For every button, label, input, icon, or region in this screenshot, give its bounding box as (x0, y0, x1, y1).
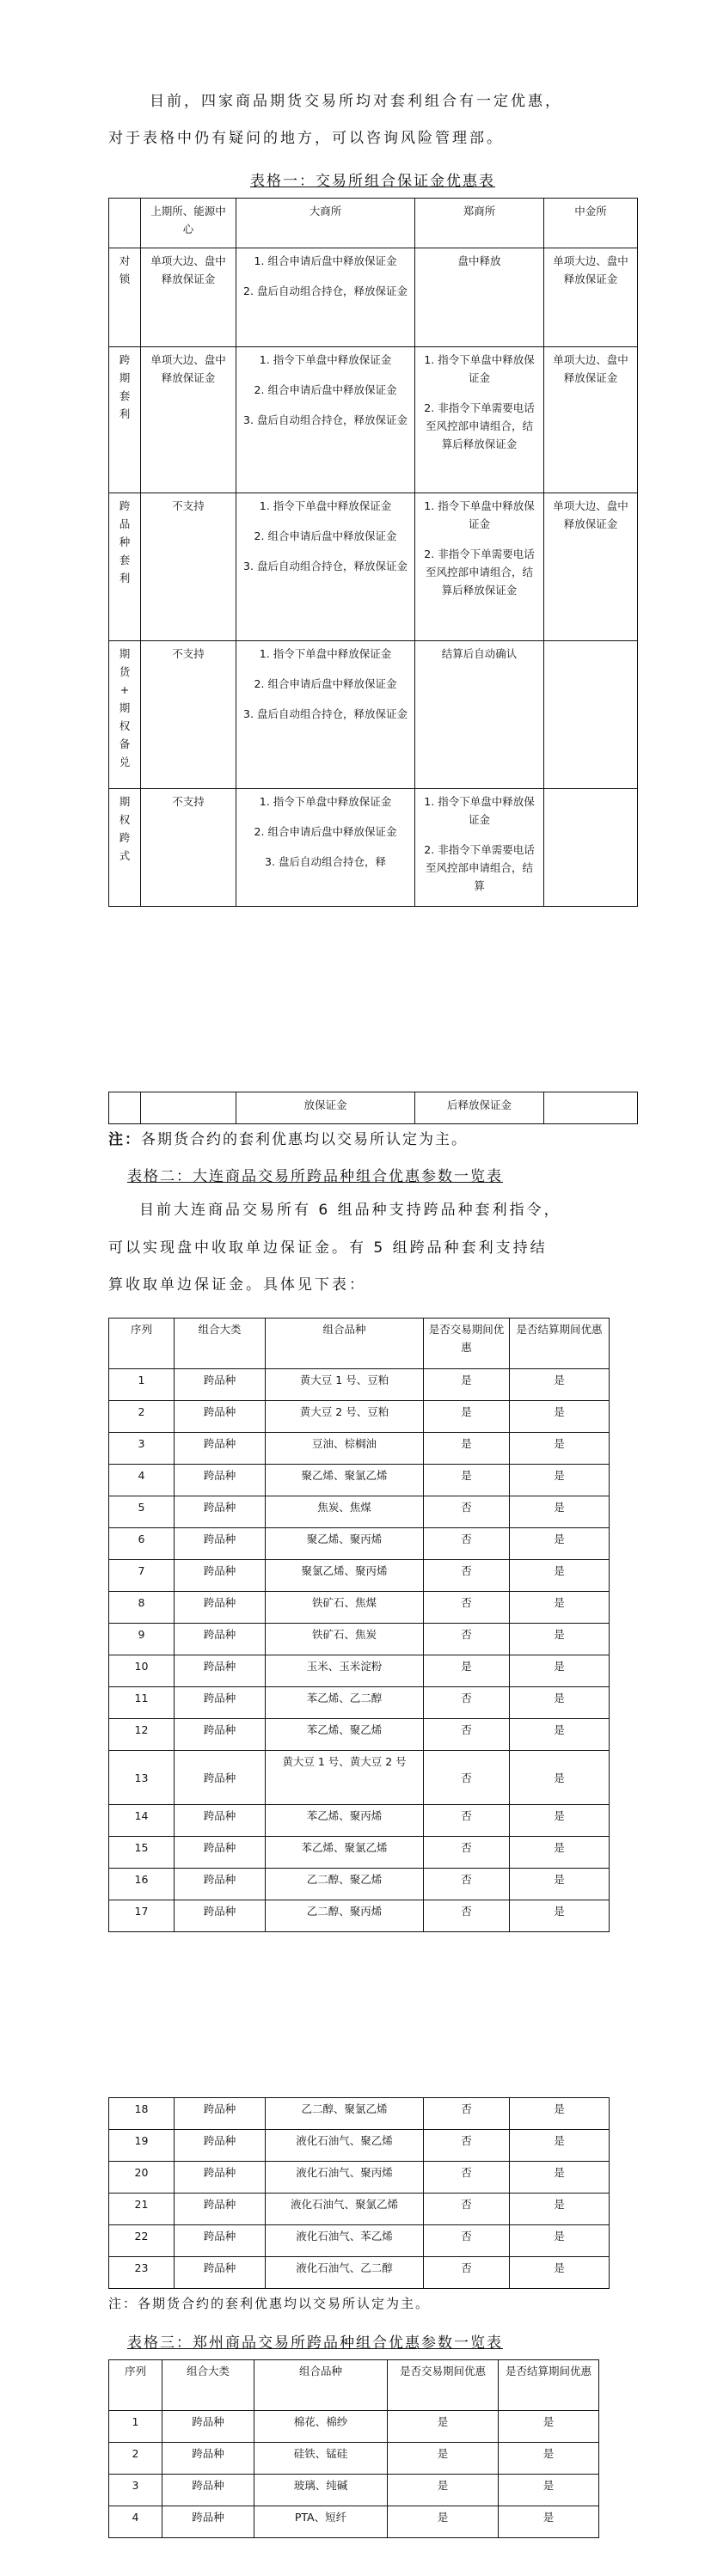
cell-cffex (544, 641, 638, 789)
cell-shfe: 不支持 (141, 641, 236, 789)
table-row: 20 跨品种 液化石油气、聚丙烯 否 是 (109, 2162, 610, 2194)
table-row: 3 跨品种 玻璃、纯碱 是 是 (109, 2475, 599, 2506)
cell-czce: 结算后自动确认 (415, 641, 544, 789)
table-row: 11 跨品种 苯乙烯、乙二醇 否 是 (109, 1687, 610, 1719)
dce-cross-commodity-table-continued (108, 2097, 610, 2289)
cell-czce: 1. 指令下单盘中释放保证金 2. 非指令下单需要电话至风控部申请组合，结算后释放保证金 (415, 347, 544, 493)
table1-row-covered (109, 641, 638, 789)
header-trading-discount: 是否交易期间优惠 (424, 1319, 510, 1369)
table-row: 1 跨品种 棉花、棉纱 是 是 (109, 2411, 599, 2443)
header-category: 组合大类 (162, 2360, 254, 2411)
table-row: 2 跨品种 黄大豆 2 号、豆粕 是 是 (109, 1401, 610, 1433)
table-row: 16 跨品种 乙二醇、聚乙烯 否 是 (109, 1869, 610, 1900)
cell-czce: 1. 指令下单盘中释放保证金 2. 非指令下单需要电话至风控部申请组合，结算 (415, 789, 544, 907)
cell-shfe: 不支持 (141, 789, 236, 907)
table-row: 7 跨品种 聚氯乙烯、聚丙烯 否 是 (109, 1560, 610, 1592)
table1-note (108, 1127, 468, 1148)
cell-cffex (544, 789, 638, 907)
table3-header-row (109, 2360, 599, 2411)
table-row: 22 跨品种 液化石油气、苯乙烯 否 是 (109, 2225, 610, 2257)
cell-dce: 1. 指令下单盘中释放保证金 2. 组合申请后盘中释放保证金 3. 盘后自动组合持仓，释放保证金 (236, 641, 415, 789)
row-label: 期 货 + 期 权 备 兑 (109, 641, 141, 789)
table-row: 17 跨品种 乙二醇、聚丙烯 否 是 (109, 1900, 610, 1932)
table-row: 6 跨品种 聚乙烯、聚丙烯 否 是 (109, 1528, 610, 1560)
table-row: 12 跨品种 苯乙烯、聚乙烯 否 是 (109, 1719, 610, 1751)
table2-note: 注：各期货合约的套利优惠均以交易所认定为主。 (108, 2296, 431, 2311)
cell-shfe: 不支持 (141, 493, 236, 641)
cell-dce: 1. 组合申请后盘中释放保证金 2. 盘后自动组合持仓，释放保证金 (236, 248, 415, 347)
row-label: 对 锁 (109, 248, 141, 347)
table-row: 23 跨品种 液化石油气、乙二醇 否 是 (109, 2257, 610, 2289)
header-dce: 大商所 (236, 199, 415, 248)
table3-title: 表格三：郑州商品交易所跨品种组合优惠参数一览表 (127, 2334, 503, 2352)
cell-czce: 盘中释放 (415, 248, 544, 347)
cell-czce: 后释放保证金 (415, 1092, 544, 1124)
table2-title: 表格二：大连商品交易所跨品种组合优惠参数一览表 (127, 1168, 503, 1185)
table1-row-calendar-spread (109, 347, 638, 493)
table-row: 4 跨品种 PTA、短纤 是 是 (109, 2506, 599, 2538)
table2-header-row (109, 1319, 610, 1369)
cell-shfe: 单项大边、盘中释放保证金 (141, 347, 236, 493)
cell-cffex: 单项大边、盘中释放保证金 (544, 248, 638, 347)
table2-para-line-3: 算收取单边保证金。具体见下表： (108, 1276, 366, 1294)
header-corner (109, 199, 141, 248)
header-seq: 序列 (109, 2360, 162, 2411)
table-row: 18 跨品种 乙二醇、聚氯乙烯 否 是 (109, 2098, 610, 2130)
cell-empty (141, 1092, 236, 1124)
cell-dce: 1. 指令下单盘中释放保证金 2. 组合申请后盘中释放保证金 3. 盘后自动组合持仓，释放保证金 (236, 347, 415, 493)
table-row: 21 跨品种 液化石油气、聚氯乙烯 否 是 (109, 2194, 610, 2225)
table1-continuation-row (109, 1092, 638, 1124)
cell-empty (544, 1092, 638, 1124)
cell-cffex: 单项大边、盘中释放保证金 (544, 347, 638, 493)
cell-dce: 放保证金 (236, 1092, 415, 1124)
table1-row-straddle (109, 789, 638, 907)
table-row: 9 跨品种 铁矿石、焦炭 否 是 (109, 1624, 610, 1655)
header-seq: 序列 (109, 1319, 175, 1369)
header-cffex: 中金所 (544, 199, 638, 248)
header-shfe: 上期所、能源中心 (141, 199, 236, 248)
row-label: 跨 品 种 套 利 (109, 493, 141, 641)
table-row: 1 跨品种 黄大豆 1 号、豆粕 是 是 (109, 1369, 610, 1401)
header-trading-discount: 是否交易期间优惠 (388, 2360, 499, 2411)
table2-para-line-1: 目前大连商品交易所有 6 组品种支持跨品种套利指令， (139, 1202, 561, 1219)
cell-empty (109, 1092, 141, 1124)
table-row: 2 跨品种 硅铁、锰硅 是 是 (109, 2443, 599, 2475)
margin-discount-table (108, 198, 638, 907)
row-label: 跨 期 套 利 (109, 347, 141, 493)
intro-line-2: 对于表格中仍有疑问的地方，可以咨询风险管理部。 (108, 130, 504, 147)
note-label: 注： (108, 1131, 141, 1148)
table1-header-row (109, 199, 638, 248)
cell-czce: 1. 指令下单盘中释放保证金 2. 非指令下单需要电话至风控部申请组合，结算后释放保证金 (415, 493, 544, 641)
header-settlement-discount: 是否结算期间优惠 (510, 1319, 610, 1369)
header-varieties: 组合品种 (266, 1319, 424, 1369)
row-label: 期 权 跨 式 (109, 789, 141, 907)
header-category: 组合大类 (175, 1319, 266, 1369)
table1-title: 表格一：交易所组合保证金优惠表 (250, 173, 495, 190)
note-text: 各期货合约的套利优惠均以交易所认定为主。 (141, 1131, 468, 1148)
header-czce: 郑商所 (415, 199, 544, 248)
table-row: 8 跨品种 铁矿石、焦煤 否 是 (109, 1592, 610, 1624)
cell-shfe: 单项大边、盘中释放保证金 (141, 248, 236, 347)
table-row: 3 跨品种 豆油、棕榈油 是 是 (109, 1433, 610, 1465)
czce-cross-commodity-table (108, 2359, 599, 2538)
table1-row-cross-commodity (109, 493, 638, 641)
table-row: 15 跨品种 苯乙烯、聚氯乙烯 否 是 (109, 1837, 610, 1869)
dce-cross-commodity-table (108, 1318, 610, 1932)
table-row: 14 跨品种 苯乙烯、聚丙烯 否 是 (109, 1805, 610, 1837)
table-row: 19 跨品种 液化石油气、聚乙烯 否 是 (109, 2130, 610, 2162)
cell-dce: 1. 指令下单盘中释放保证金 2. 组合申请后盘中释放保证金 3. 盘后自动组合持仓，释 (236, 789, 415, 907)
table1-row-lock (109, 248, 638, 347)
table-row: 5 跨品种 焦炭、焦煤 否 是 (109, 1496, 610, 1528)
header-varieties: 组合品种 (254, 2360, 388, 2411)
cell-dce: 1. 指令下单盘中释放保证金 2. 组合申请后盘中释放保证金 3. 盘后自动组合持仓，释放保证金 (236, 493, 415, 641)
table-row: 10 跨品种 玉米、玉米淀粉 是 是 (109, 1655, 610, 1687)
cell-cffex: 单项大边、盘中释放保证金 (544, 493, 638, 641)
table-row: 13 跨品种 黄大豆 1 号、黄大豆 2 号 否 是 (109, 1751, 610, 1805)
table-row: 4 跨品种 聚乙烯、聚氯乙烯 是 是 (109, 1465, 610, 1496)
table2-para-line-2: 可以实现盘中收取单边保证金。有 5 组跨品种套利支持结 (108, 1239, 548, 1257)
intro-line-1: 目前，四家商品期货交易所均对套利组合有一定优惠， (150, 93, 562, 110)
margin-discount-table-continued (108, 1092, 638, 1124)
header-settlement-discount: 是否结算期间优惠 (499, 2360, 599, 2411)
